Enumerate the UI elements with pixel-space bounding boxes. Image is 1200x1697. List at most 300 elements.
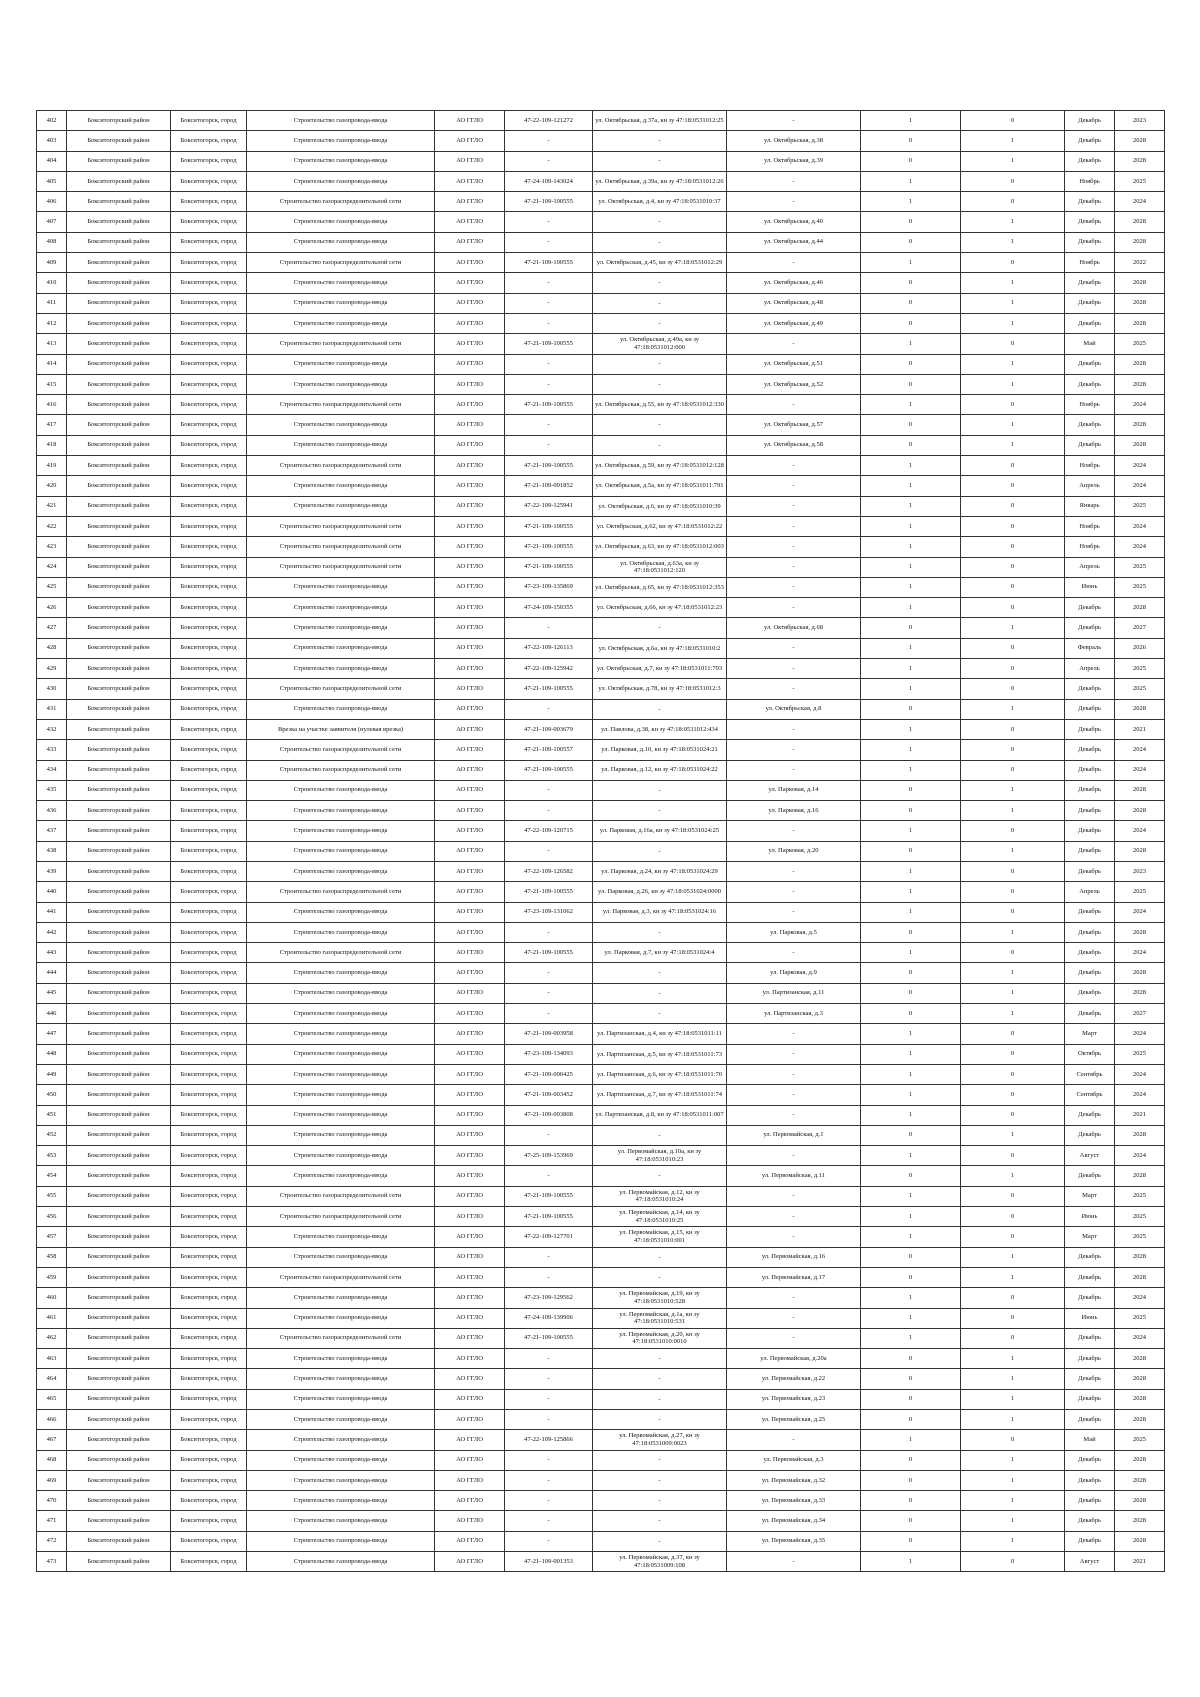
table-row [37,1349,1165,1369]
operator-cell: АО ГГЛО [435,171,505,191]
month-cell: Август [1065,1146,1115,1166]
address-cell: ул. Первомайская, д.1 [727,1125,861,1145]
work-type-cell: Строительство газопровода-ввода [247,618,435,638]
table-row [37,516,1165,536]
permit-number-cell: - [505,273,593,293]
district-cell: Бокситогорский район [67,212,171,232]
count-a-cell: 0 [861,1450,961,1470]
settlement-cell: Бокситогорск, город [171,1430,247,1450]
operator-cell: АО ГГЛО [435,1511,505,1531]
count-b-cell: 0 [961,598,1065,618]
month-cell: Декабрь [1065,780,1115,800]
address-cadastral-cell: - [593,1125,727,1145]
count-b-cell: 1 [961,273,1065,293]
address-cadastral-cell: - [593,963,727,983]
year-cell: 2028 [1115,1491,1165,1511]
table-row [37,740,1165,760]
settlement-cell: Бокситогорск, город [171,1511,247,1531]
operator-cell: АО ГГЛО [435,1470,505,1490]
count-b-cell: 0 [961,1227,1065,1247]
address-cadastral-cell: ул. Октябрьская, д.78, кн зу 47:18:0531012:3 [593,679,727,699]
work-type-cell: Строительство газопровода-ввода [247,821,435,841]
year-cell: 2028 [1115,354,1165,374]
address-cadastral-cell: ул. Партизанская, д.8, кн зу 47:18:0531011:007 [593,1105,727,1125]
month-cell: Ноябрь [1065,537,1115,557]
work-type-cell: Строительство газопровода-ввода [247,1044,435,1064]
address-cell: - [727,1552,861,1572]
operator-cell: АО ГГЛО [435,922,505,942]
settlement-cell: Бокситогорск, город [171,1410,247,1430]
settlement-cell: Бокситогорск, город [171,1288,247,1308]
district-cell: Бокситогорский район [67,415,171,435]
count-a-cell: 0 [861,841,961,861]
year-cell: 2024 [1115,1288,1165,1308]
permit-number-cell: - [505,1369,593,1389]
table-row [37,334,1165,354]
year-cell: 2028 [1115,983,1165,1003]
row-number-cell: 464 [37,1369,67,1389]
address-cadastral-cell: - [593,1450,727,1470]
operator-cell: АО ГГЛО [435,1207,505,1227]
count-a-cell: 1 [861,1430,961,1450]
permit-number-cell: 47-23-109-131062 [505,902,593,922]
count-a-cell: 1 [861,1085,961,1105]
row-number-cell: 426 [37,598,67,618]
operator-cell: АО ГГЛО [435,902,505,922]
district-cell: Бокситогорский район [67,496,171,516]
address-cadastral-cell: - [593,1389,727,1409]
count-b-cell: 1 [961,841,1065,861]
row-number-cell: 420 [37,476,67,496]
table-row [37,1044,1165,1064]
district-cell: Бокситогорский район [67,983,171,1003]
address-cell: ул. Первомайская, д.22 [727,1369,861,1389]
address-cadastral-cell: - [593,374,727,394]
table-row [37,1552,1165,1572]
permit-number-cell: 47-21-109-003452 [505,1085,593,1105]
operator-cell: АО ГГЛО [435,516,505,536]
count-b-cell: 0 [961,577,1065,597]
district-cell: Бокситогорский район [67,882,171,902]
permit-number-cell: 47-24-109-150355 [505,598,593,618]
settlement-cell: Бокситогорск, город [171,273,247,293]
count-a-cell: 1 [861,659,961,679]
operator-cell: АО ГГЛО [435,293,505,313]
operator-cell: АО ГГЛО [435,415,505,435]
address-cell: - [727,1146,861,1166]
count-b-cell: 1 [961,131,1065,151]
count-a-cell: 1 [861,1227,961,1247]
work-type-cell: Строительство газопровода-ввода [247,1125,435,1145]
permit-number-cell: - [505,922,593,942]
month-cell: Декабрь [1065,273,1115,293]
address-cell: ул. Парковая, д.5 [727,922,861,942]
work-type-cell: Строительство газораспределительной сети [247,537,435,557]
permit-number-cell: - [505,1166,593,1186]
row-number-cell: 440 [37,882,67,902]
row-number-cell: 450 [37,1085,67,1105]
operator-cell: АО ГГЛО [435,537,505,557]
count-a-cell: 0 [861,1491,961,1511]
year-cell: 2028 [1115,1531,1165,1551]
permit-number-cell: - [505,1267,593,1287]
address-cell: - [727,821,861,841]
district-cell: Бокситогорский район [67,1552,171,1572]
work-type-cell: Строительство газопровода-ввода [247,1349,435,1369]
address-cell: ул. Октябрьская, д.58 [727,435,861,455]
address-cadastral-cell: ул. Партизанская, д.4, кн зу 47:18:0531011:11 [593,1024,727,1044]
settlement-cell: Бокситогорск, город [171,1349,247,1369]
month-cell: Декабрь [1065,1369,1115,1389]
address-cell: ул. Первомайская, д.23 [727,1389,861,1409]
month-cell: Декабрь [1065,902,1115,922]
address-cell: - [727,659,861,679]
operator-cell: АО ГГЛО [435,1491,505,1511]
count-a-cell: 1 [861,1328,961,1348]
settlement-cell: Бокситогорск, город [171,334,247,354]
month-cell: Декабрь [1065,1470,1115,1490]
permit-number-cell: 47-21-109-100557 [505,740,593,760]
work-type-cell: Строительство газопровода-ввода [247,1470,435,1490]
count-a-cell: 0 [861,699,961,719]
table-row [37,496,1165,516]
count-a-cell: 1 [861,334,961,354]
address-cell: - [727,456,861,476]
work-type-cell: Строительство газопровода-ввода [247,1369,435,1389]
year-cell: 2023 [1115,861,1165,881]
count-a-cell: 1 [861,821,961,841]
month-cell: Декабрь [1065,801,1115,821]
month-cell: Декабрь [1065,679,1115,699]
year-cell: 2028 [1115,212,1165,232]
row-number-cell: 459 [37,1267,67,1287]
month-cell: Апрель [1065,882,1115,902]
address-cell: ул. Октябрьская, д.38 [727,131,861,151]
permit-number-cell: 47-21-109-100555 [505,679,593,699]
settlement-cell: Бокситогорск, город [171,456,247,476]
work-type-cell: Строительство газораспределительной сети [247,1267,435,1287]
count-b-cell: 0 [961,1186,1065,1206]
table-row [37,1227,1165,1247]
settlement-cell: Бокситогорск, город [171,293,247,313]
operator-cell: АО ГГЛО [435,131,505,151]
work-type-cell: Строительство газопровода-ввода [247,1227,435,1247]
table-row [37,415,1165,435]
count-b-cell: 0 [961,1328,1065,1348]
year-cell: 2028 [1115,1247,1165,1267]
settlement-cell: Бокситогорск, город [171,1105,247,1125]
table-row [37,780,1165,800]
month-cell: Декабрь [1065,111,1115,131]
count-a-cell: 1 [861,111,961,131]
permit-number-cell: 47-21-109-100555 [505,557,593,577]
table-row [37,1491,1165,1511]
operator-cell: АО ГГЛО [435,313,505,333]
count-b-cell: 0 [961,679,1065,699]
count-a-cell: 0 [861,374,961,394]
count-a-cell: 1 [861,192,961,212]
permit-number-cell: - [505,618,593,638]
settlement-cell: Бокситогорск, город [171,577,247,597]
district-cell: Бокситогорский район [67,1531,171,1551]
operator-cell: АО ГГЛО [435,395,505,415]
work-type-cell: Строительство газопровода-ввода [247,963,435,983]
row-number-cell: 406 [37,192,67,212]
address-cell: - [727,557,861,577]
count-b-cell: 1 [961,1450,1065,1470]
row-number-cell: 433 [37,740,67,760]
district-cell: Бокситогорский район [67,638,171,658]
month-cell: Март [1065,1024,1115,1044]
year-cell: 2026 [1115,638,1165,658]
year-cell: 2028 [1115,922,1165,942]
table-row [37,395,1165,415]
work-type-cell: Строительство газопровода-ввода [247,780,435,800]
month-cell: Апрель [1065,659,1115,679]
year-cell: 2028 [1115,699,1165,719]
permit-number-cell: - [505,1247,593,1267]
table-row [37,1308,1165,1328]
address-cell: - [727,1227,861,1247]
count-b-cell: 1 [961,1349,1065,1369]
count-a-cell: 0 [861,151,961,171]
count-b-cell: 0 [961,334,1065,354]
count-b-cell: 1 [961,1491,1065,1511]
year-cell: 2023 [1115,111,1165,131]
year-cell: 2028 [1115,435,1165,455]
year-cell: 2028 [1115,151,1165,171]
month-cell: Декабрь [1065,313,1115,333]
district-cell: Бокситогорский район [67,1125,171,1145]
table-row [37,841,1165,861]
operator-cell: АО ГГЛО [435,1085,505,1105]
district-cell: Бокситогорский район [67,516,171,536]
district-cell: Бокситогорский район [67,1247,171,1267]
settlement-cell: Бокситогорск, город [171,1531,247,1551]
count-a-cell: 1 [861,456,961,476]
count-b-cell: 0 [961,1024,1065,1044]
table-row [37,902,1165,922]
settlement-cell: Бокситогорск, город [171,618,247,638]
operator-cell: АО ГГЛО [435,1166,505,1186]
count-b-cell: 1 [961,1531,1065,1551]
month-cell: Сентябрь [1065,1064,1115,1084]
address-cell: - [727,395,861,415]
settlement-cell: Бокситогорск, город [171,801,247,821]
count-b-cell: 1 [961,780,1065,800]
month-cell: Декабрь [1065,192,1115,212]
permit-number-cell: - [505,1491,593,1511]
settlement-cell: Бокситогорск, город [171,131,247,151]
year-cell: 2025 [1115,882,1165,902]
count-a-cell: 0 [861,313,961,333]
table-row [37,1267,1165,1287]
operator-cell: АО ГГЛО [435,659,505,679]
count-a-cell: 1 [861,1308,961,1328]
count-a-cell: 1 [861,1064,961,1084]
year-cell: 2025 [1115,1207,1165,1227]
work-type-cell: Строительство газораспределительной сети [247,516,435,536]
district-cell: Бокситогорский район [67,171,171,191]
settlement-cell: Бокситогорск, город [171,841,247,861]
permit-number-cell: - [505,1531,593,1551]
month-cell: Декабрь [1065,1491,1115,1511]
address-cell: - [727,496,861,516]
month-cell: Январь [1065,496,1115,516]
count-a-cell: 0 [861,212,961,232]
month-cell: Декабрь [1065,922,1115,942]
settlement-cell: Бокситогорск, город [171,861,247,881]
address-cadastral-cell: ул. Октябрьская, д.6, кн зу 47:18:0531010:39 [593,496,727,516]
district-cell: Бокситогорский район [67,313,171,333]
year-cell: 2024 [1115,1064,1165,1084]
year-cell: 2028 [1115,1369,1165,1389]
work-type-cell: Строительство газопровода-ввода [247,1552,435,1572]
row-number-cell: 412 [37,313,67,333]
table-row [37,1410,1165,1430]
permit-number-cell: 47-21-109-100555 [505,1186,593,1206]
settlement-cell: Бокситогорск, город [171,1308,247,1328]
count-a-cell: 0 [861,1349,961,1369]
address-cell: ул. Октябрьская, д.40 [727,212,861,232]
work-type-cell: Строительство газопровода-ввода [247,293,435,313]
month-cell: Март [1065,1186,1115,1206]
count-b-cell: 0 [961,1430,1065,1450]
table-row [37,983,1165,1003]
work-type-cell: Строительство газопровода-ввода [247,1105,435,1125]
work-type-cell: Строительство газопровода-ввода [247,902,435,922]
table-row [37,435,1165,455]
count-a-cell: 0 [861,273,961,293]
district-cell: Бокситогорский район [67,821,171,841]
work-type-cell: Строительство газопровода-ввода [247,354,435,374]
work-type-cell: Строительство газопровода-ввода [247,496,435,516]
year-cell: 2028 [1115,374,1165,394]
district-cell: Бокситогорский район [67,719,171,739]
row-number-cell: 402 [37,111,67,131]
address-cell: ул. Первомайская, д.11 [727,1166,861,1186]
row-number-cell: 417 [37,415,67,435]
permit-number-cell: 47-21-109-100555 [505,516,593,536]
year-cell: 2024 [1115,902,1165,922]
row-number-cell: 423 [37,537,67,557]
settlement-cell: Бокситогорск, город [171,598,247,618]
table-row [37,1369,1165,1389]
year-cell: 2021 [1115,1105,1165,1125]
year-cell: 2024 [1115,516,1165,536]
month-cell: Декабрь [1065,740,1115,760]
address-cell: - [727,1288,861,1308]
work-type-cell: Строительство газопровода-ввода [247,1389,435,1409]
count-b-cell: 1 [961,435,1065,455]
table-row [37,679,1165,699]
month-cell: Декабрь [1065,983,1115,1003]
district-cell: Бокситогорский район [67,253,171,273]
table-row [37,171,1165,191]
table-row [37,1186,1165,1206]
row-number-cell: 449 [37,1064,67,1084]
settlement-cell: Бокситогорск, город [171,1125,247,1145]
operator-cell: АО ГГЛО [435,1227,505,1247]
row-number-cell: 466 [37,1410,67,1430]
settlement-cell: Бокситогорск, город [171,557,247,577]
district-cell: Бокситогорский район [67,1024,171,1044]
work-type-cell: Строительство газопровода-ввода [247,1531,435,1551]
work-type-cell: Строительство газопровода-ввода [247,1247,435,1267]
month-cell: Декабрь [1065,1004,1115,1024]
operator-cell: АО ГГЛО [435,618,505,638]
operator-cell: АО ГГЛО [435,719,505,739]
address-cadastral-cell: ул. Первомайская, д.19, кн зу 47:18:0531010:528 [593,1288,727,1308]
count-a-cell: 1 [861,171,961,191]
address-cadastral-cell: ул. Октябрьская, д.59, кн зу 47:18:0531012:128 [593,456,727,476]
table-row [37,719,1165,739]
month-cell: Ноябрь [1065,516,1115,536]
table-row [37,760,1165,780]
row-number-cell: 405 [37,171,67,191]
year-cell: 2028 [1115,131,1165,151]
row-number-cell: 455 [37,1186,67,1206]
row-number-cell: 416 [37,395,67,415]
year-cell: 2024 [1115,395,1165,415]
address-cadastral-cell: - [593,841,727,861]
permit-number-cell: - [505,1450,593,1470]
district-cell: Бокситогорский район [67,598,171,618]
work-type-cell: Строительство газопровода-ввода [247,151,435,171]
address-cell: ул. Первомайская, д.17 [727,1267,861,1287]
table-row [37,557,1165,577]
address-cell: ул. Первомайская, д.16 [727,1247,861,1267]
settlement-cell: Бокситогорск, город [171,1552,247,1572]
address-cadastral-cell: ул. Парковая, д.12, кн зу 47:18:0531024:22 [593,760,727,780]
work-type-cell: Строительство газораспределительной сети [247,192,435,212]
address-cell: - [727,111,861,131]
operator-cell: АО ГГЛО [435,882,505,902]
table-row [37,1288,1165,1308]
work-type-cell: Строительство газопровода-ввода [247,415,435,435]
year-cell: 2028 [1115,1166,1165,1186]
operator-cell: АО ГГЛО [435,557,505,577]
operator-cell: АО ГГЛО [435,1064,505,1084]
work-type-cell: Строительство газопровода-ввода [247,1064,435,1084]
row-number-cell: 437 [37,821,67,841]
address-cell: ул. Парковая, д.16 [727,801,861,821]
address-cell: - [727,760,861,780]
district-cell: Бокситогорский район [67,1166,171,1186]
district-cell: Бокситогорский район [67,699,171,719]
settlement-cell: Бокситогорск, город [171,395,247,415]
year-cell: 2024 [1115,476,1165,496]
settlement-cell: Бокситогорск, город [171,1389,247,1409]
district-cell: Бокситогорский район [67,760,171,780]
address-cadastral-cell: ул. Парковая, д.3, кн зу 47:18:0531024:16 [593,902,727,922]
row-number-cell: 403 [37,131,67,151]
table-row [37,537,1165,557]
work-type-cell: Строительство газопровода-ввода [247,659,435,679]
year-cell: 2028 [1115,1470,1165,1490]
month-cell: Ноябрь [1065,171,1115,191]
count-a-cell: 0 [861,293,961,313]
address-cell: - [727,1207,861,1227]
count-b-cell: 1 [961,1166,1065,1186]
operator-cell: АО ГГЛО [435,1328,505,1348]
work-type-cell: Строительство газопровода-ввода [247,841,435,861]
table-row [37,577,1165,597]
count-a-cell: 0 [861,131,961,151]
count-b-cell: 1 [961,922,1065,942]
count-b-cell: 0 [961,111,1065,131]
address-cell: ул. Парковая, д.20 [727,841,861,861]
